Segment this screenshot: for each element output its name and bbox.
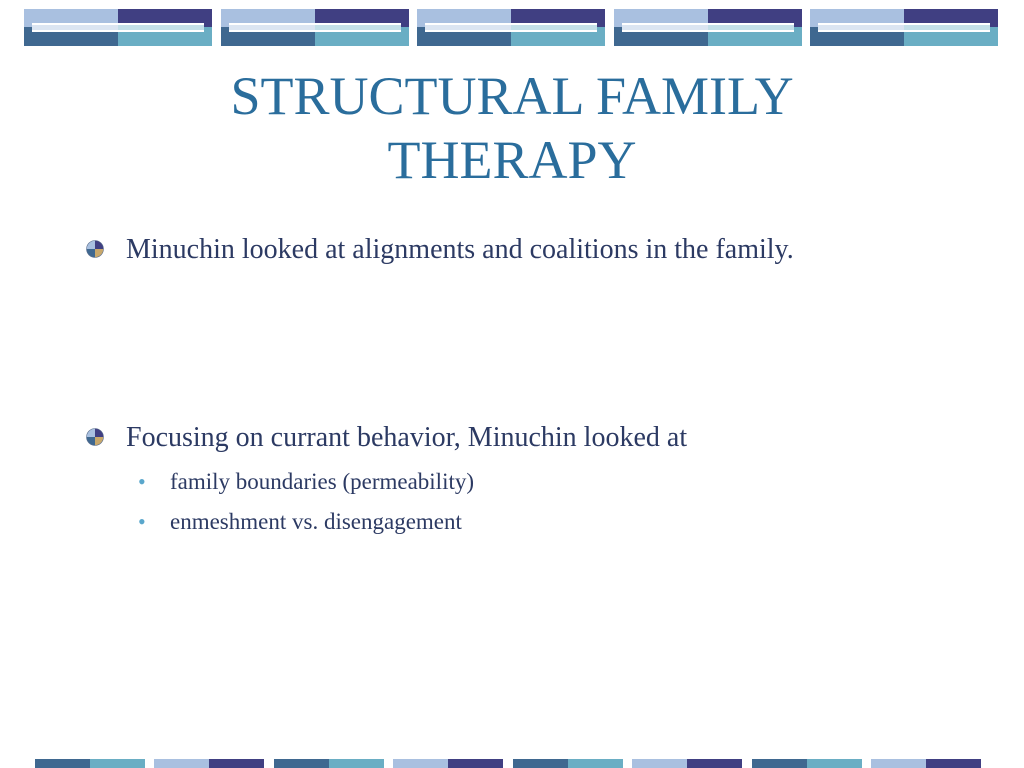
top-decorative-band <box>24 9 998 46</box>
band-tile <box>417 9 605 46</box>
sub-list-item <box>138 468 838 496</box>
band-tile <box>632 759 742 768</box>
bullet-text: Minuchin looked at alignments and coalitions in the family. <box>126 234 794 265</box>
band-tile <box>35 759 145 768</box>
quartered-orb-bullet-icon <box>86 428 104 446</box>
slide-title-line-2: THERAPY <box>387 130 637 190</box>
bottom-decorative-band <box>35 759 981 768</box>
slide-title-line-1: STRUCTURAL FAMILY <box>230 66 794 126</box>
bullet-text: Focusing on currant behavior, Minuchin looked at <box>126 422 688 453</box>
sub-bullet-text: family boundaries (permeability) <box>170 469 475 494</box>
sub-bullet-text: enmeshment vs. disengagement <box>170 509 462 534</box>
small-dot-bullet-icon: • <box>138 469 146 494</box>
band-tile <box>24 9 212 46</box>
band-tile <box>393 759 503 768</box>
band-tile <box>154 759 264 768</box>
band-tile <box>513 759 623 768</box>
list-item <box>86 417 866 459</box>
sub-list-item <box>138 508 838 536</box>
list-item <box>86 229 866 271</box>
band-tile <box>752 759 862 768</box>
slide-title <box>100 64 924 192</box>
band-tile <box>871 759 981 768</box>
band-tile <box>614 9 802 46</box>
band-tile <box>274 759 384 768</box>
small-dot-bullet-icon: • <box>138 509 146 534</box>
quartered-orb-bullet-icon <box>86 240 104 258</box>
band-tile <box>221 9 409 46</box>
band-tile <box>810 9 998 46</box>
